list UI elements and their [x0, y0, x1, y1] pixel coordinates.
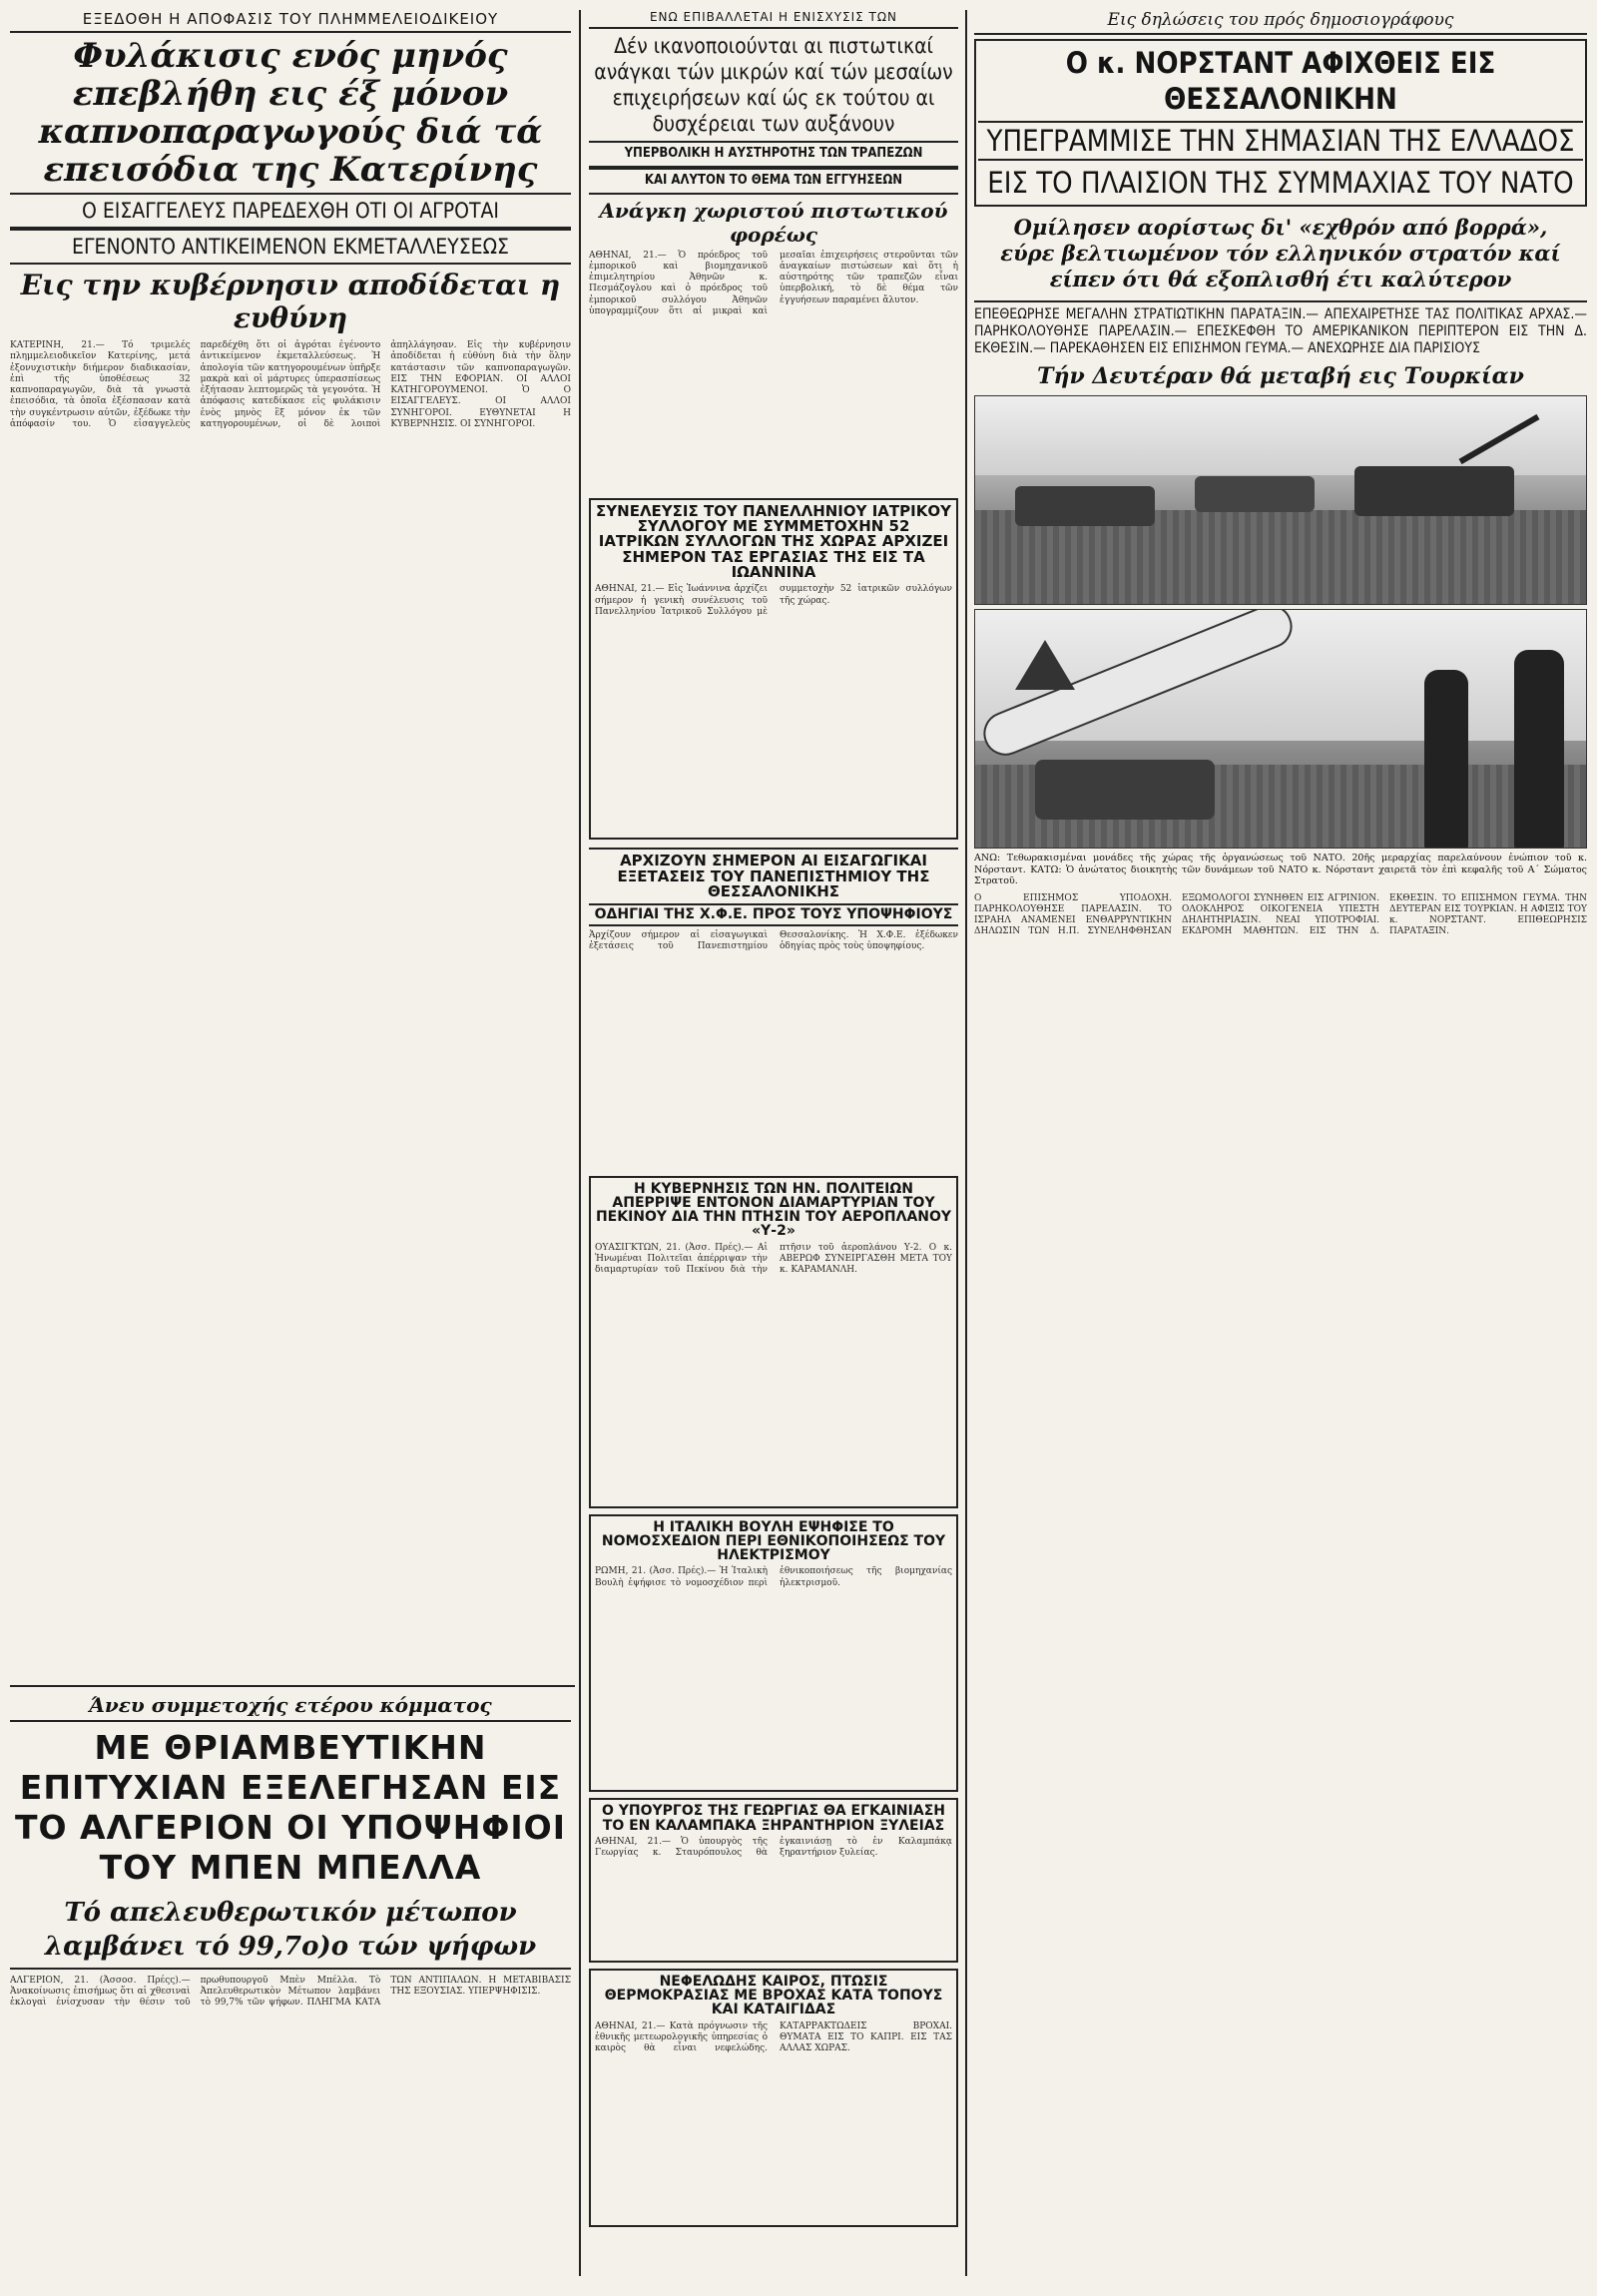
article-body: Ο ΕΠΙΣΗΜΟΣ ΥΠΟΔΟΧΗ. ΠΑΡΗΚΟΛΟΥΘΗΣΕ ΠΑΡΕΛΑΣΙΝ. ΤΟ ΙΣΡΑΗΛ ΑΝΑΜΕΝΕΙ ΕΝΘΑΡΡΥΝΤΙΚΗΝ ΔΗΛΩΣΙΝ ΤΩΝ Η.Π. ΣΥΝΕΛΗΦΘΗΣΑΝ ΕΞΩΜΟΛΟΓΟΙ ΣΥΝΗΘΕΝ ΕΙΣ ΑΓΡΙΝΙΟΝ. ΟΛΟΚΛΗΡΟΣ ΟΙΚΟΓΕΝΕΙΑ ΥΠΕΣΤΗ ΔΗΛΗΤΗΡΙΑΣΙΝ. ΝΕΑΙ ΥΠΟΤΡΟΦΙΑΙ. ΕΚΔΡΟΜΗ ΜΑΘΗΤΩΝ. ΕΙΣ ΤΗΝ Δ. ΕΚΘΕΣΙΝ. ΤΟ ΕΠΙΣΗΜΟΝ ΓΕΥΜΑ. ΤΗΝ ΔΕΥΤΕΡΑΝ ΕΙΣ ΤΟΥΡΚΙΑΝ. Η ΑΦΙΞΙΣ ΤΟΥ κ. ΝΟΡΣΤΑΝΤ. ΕΠΙΘΕΩΡΗΣΙΣ ΠΑΡΑΤΑΞΙΝ.: [974, 892, 1587, 937]
article-body: ΑΘΗΝΑΙ, 21.— Ὁ πρόεδρος τοῦ ἐμπορικοῦ καὶ βιομηχανικοῦ ἐπιμελητηρίου Ἀθηνῶν κ. Πεσμάζογλου καὶ ὁ πρόεδρος τοῦ ἐμπορικοῦ συλλόγου Ἀθηνῶν ὑπογραμμίζουν ὅτι αἱ μικραὶ καὶ μεσαῖαι ἐπιχειρήσεις στεροῦνται τῶν ἀναγκαίων πιστώσεων καὶ ὅτι ἡ αὐστηρότης τῶν τραπεζῶν εἶναι ὑπερβολική, τὸ δὲ θέμα τῶν ἐγγυήσεων παραμένει ἄλυτον.: [589, 250, 958, 316]
article-algeria: [10, 1693, 571, 2282]
headline: Η ΚΥΒΕΡΝΗΣΙΣ ΤΩΝ ΗΝ. ΠΟΛΙΤΕΙΩΝ ΑΠΕΡΡΙΨΕ ΕΝΤΟΝΟΝ ΔΙΑΜΑΡΤΥΡΙΑΝ ΤΟΥ ΠΕΚΙΝΟΥ ΔΙΑ ΤΗΝ ΠΤΗΣΙΝ ΤΟΥ ΑΕΡΟΠΛΑΝΟΥ «Υ-2»: [595, 1180, 952, 1240]
deck: ΕΠΕΘΕΩΡΗΣΕ ΜΕΓΑΛΗΝ ΣΤΡΑΤΙΩΤΙΚΗΝ ΠΑΡΑΤΑΞΙΝ.— ΑΠΕΧΑΙΡΕΤΗΣΕ ΤΑΣ ΠΟΛΙΤΙΚΑΣ ΑΡΧΑΣ.— ΠΑΡΗΚΟΛΟΥΘΗΣΕ ΠΑΡΕΛΑΣΙΝ.— ΕΠΕΣΚΕΦΘΗ ΤΟ ΑΜΕΡΙΚΑΝΙΚΟΝ ΠΕΡΙΠΤΕΡΟΝ ΕΙΣ ΤΗΝ Δ. ΕΚΘΕΣΙΝ.— ΠΑΡΕΚΑΘΗΣΕΝ ΕΙΣ ΕΠΙΣΗΜΟΝ ΓΕΥΜΑ.— ΑΝΕΧΩΡΗΣΕ ΔΙΑ ΠΑΡΙΣΙΟΥΣ: [974, 300, 1587, 357]
column-middle: [589, 10, 958, 2282]
subhead-1: Τό απελευθερωτικόν μέτωπον: [64, 1898, 517, 1928]
launcher-shape: [1035, 760, 1215, 820]
officer-figure: [1514, 650, 1564, 849]
headline: ΝΕΦΕΛΩΔΗΣ ΚΑΙΡΟΣ, ΠΤΩΣΙΣ ΘΕΡΜΟΚΡΑΣΙΑΣ ΜΕ ΒΡΟΧΑΣ ΚΑΤΑ ΤΟΠΟΥΣ ΚΑΙ ΚΑΤΑΙΓΙΔΑΣ: [604, 1973, 943, 2018]
article-body: ΡΩΜΗ, 21. (Ἀσσ. Πρές).— Ἡ Ἰταλικὴ Βουλὴ ἐψήφισε τὸ νομοσχέδιον περὶ ἐθνικοποιήσεως τῆς βιομηχανίας ἠλεκτρισμοῦ.: [595, 1566, 952, 1588]
deck-line-2: ΕΓΕΝΟΝΤΟ ΑΝΤΙΚΕΙΜΕΝΟΝ ΕΚΜΕΤΑΛΛΕΥΣΕΩΣ: [10, 229, 571, 265]
column-right: [974, 10, 1587, 2282]
section-rule: [10, 1685, 575, 1687]
subhead-2: λαμβάνει τό 99,7ο)ο τών ψήφων: [10, 1932, 571, 1970]
missile-fin: [1015, 640, 1075, 690]
photo-missile: [974, 609, 1587, 849]
headline-line-2: ΥΠΕΓΡΑΜΜΙΣΕ ΤΗΝ ΣΗΜΑΣΙΑΝ ΤΗΣ ΕΛΛΑΔΟΣ: [978, 121, 1583, 161]
subhead: Τήν Δευτέραν θά μεταβή εις Τουρκίαν: [1037, 363, 1524, 389]
quote: Ομίλησεν αορίστως δι' «εχθρόν από βορρά», εύρε βελτιωμένον τόν ελληνικόν στρατόν καί είπεν ότι θά εξοπλισθή έτι καλύτερον: [1000, 215, 1561, 291]
article-weather: [589, 1969, 958, 2227]
article-body: ΟΥΑΣΙΓΚΤΩΝ, 21. (Ἀσσ. Πρές).— Αἱ Ἡνωμέναι Πολιτεῖαι ἀπέρριψαν τὴν διαμαρτυρίαν τοῦ Πεκίνου διὰ τὴν πτῆσιν τοῦ ἀεροπλάνου Υ-2. Ο κ. ΑΒΕΡΩΦ ΣΥΝΕΙΡΓΑΣΘΗ ΜΕΤΑ ΤΟΥ κ. ΚΑΡΑΜΑΝΛΗ.: [595, 1242, 952, 1275]
headline: Η ΙΤΑΛΙΚΗ ΒΟΥΛΗ ΕΨΗΦΙΣΕ ΤΟ ΝΟΜΟΣΧΕΔΙΟΝ ΠΕΡΙ ΕΘΝΙΚΟΠΟΙΗΣΕΩΣ ΤΟΥ ΗΛΕΚΤΡΙΣΜΟΥ: [601, 1518, 946, 1564]
kicker: Άνευ συμμετοχής ετέρου κόμματος: [10, 1693, 571, 1722]
article-body: ΚΑΤΕΡΙΝΗ, 21.— Τό τριμελές πλημμελειοδικεῖον Κατερίνης, μετά ἐξονυχιστικὴν διήμερον διαδικασίαν, ἐπὶ τῆς ὑποθέσεως 32 καπνοπαραγωγῶν, διὰ τὰ γνωστὰ ἐπεισόδια, τὰ ὁποῖα ἐξέσπασαν κατὰ τὴν συγκέντρωσιν αὐτῶν, ἐξέδωκε τὴν ἀπόφασίν του. Ὁ εἰσαγγελεὺς παρεδέχθη ὅτι οἱ ἀγρόται ἐγένοντο ἀντικείμενον ἐκμεταλλεύσεως. Ἡ ἀπολογία τῶν κατηγορουμένων ὑπῆρξε μακρὰ καὶ οἱ μάρτυρες ὑπερασπίσεως ἐξήτασαν λεπτομερῶς τὰ γεγονότα. Ἡ ἀπόφασις κατεδίκασε εἰς φυλάκισιν ἑνὸς μηνὸς ἓξ μόνον ἐκ τῶν κατηγορουμένων, οἱ δὲ λοιποὶ ἀπηλλάγησαν. Εἰς τὴν κυβέρνησιν ἀποδίδεται ἡ εὐθύνη διὰ τὴν ὅλην κατάστασιν τῶν καπνοπαραγωγῶν. ΕΙΣ ΤΗΝ ΕΦΟΡΙΑΝ. ΟΙ ΑΛΛΟΙ ΚΑΤΗΓΟΡΟΥΜΕΝΟΙ. Ὁ Ο ΕΙΣΑΓΓΕΛΕΥΣ. ΟΙ ΑΛΛΟΙ ΣΥΝΗΓΟΡΟΙ. ΕΥΘΥΝΕΤΑΙ Η ΚΥΒΕΡΝΗΣΙΣ. ΟΙ ΣΥΝΗΓΟΡΟΙ.: [10, 340, 571, 429]
deck-line-1: ΥΠΕΡΒΟΛΙΚΗ Η ΑΥΣΤΗΡΟΤΗΣ ΤΩΝ ΤΡΑΠΕΖΩΝ: [589, 141, 958, 168]
kicker: ΕΝΩ ΕΠΙΒΑΛΛΕΤΑΙ Η ΕΝΙΣΧΥΣΙΣ ΤΩΝ: [589, 10, 958, 29]
subhead: Εις την κυβέρνησιν αποδίδεται η ευθύνη: [20, 269, 561, 335]
deck-line-1: Ο ΕΙΣΑΓΓΕΛΕΥΣ ΠΑΡΕΔΕΧΘΗ ΟΤΙ ΟΙ ΑΓΡΟΤΑΙ: [10, 193, 571, 229]
article-body: Ἀρχίζουν σήμερον αἱ εἰσαγωγικαὶ ἐξετάσεις τοῦ Πανεπιστημίου Θεσσαλονίκης. Ἡ Χ.Φ.Ε. ἐξέδωκεν ὁδηγίας πρὸς τοὺς ὑποψηφίους.: [589, 929, 958, 951]
tank-shape: [1015, 486, 1155, 526]
headline-line-3: ΕΙΣ ΤΟ ΠΛΑΙΣΙΟΝ ΤΗΣ ΣΥΜΜΑΧΙΑΣ ΤΟΥ ΝΑΤΟ: [987, 166, 1574, 200]
article-body: ΑΘΗΝΑΙ, 21.— Ὁ ὑπουργὸς τῆς Γεωργίας κ. Σταυρόπουλος θὰ ἐγκαινιάσῃ τὸ ἐν Καλαμπάκᾳ ξηραντήριον ξυλείας.: [595, 1836, 952, 1859]
article-italy: [589, 1514, 958, 1793]
column-rule: [965, 10, 967, 2276]
officer-figure: [1424, 670, 1468, 849]
tank-shape: [1195, 476, 1315, 512]
newspaper-page: [10, 10, 1587, 2286]
article-body: ΑΘΗΝΑΙ, 21.— Κατὰ πρόγνωσιν τῆς ἐθνικῆς μετεωρολογικῆς ὑπηρεσίας ὁ καιρὸς θὰ εἶναι νεφελώδης. ΚΑΤΑΡΡΑΚΤΩΔΕΙΣ ΒΡΟΧΑΙ. ΘΥΜΑΤΑ ΕΙΣ ΤΟ ΚΑΠΡΙ. ΕΙΣ ΤΑΣ ΑΛΛΑΣ ΧΩΡΑΣ.: [595, 2020, 952, 2054]
kicker: ΕΞΕΔΟΘΗ Η ΑΠΟΦΑΣΙΣ ΤΟΥ ΠΛΗΜΜΕΛΕΙΟΔΙΚΕΙΟΥ: [10, 10, 571, 33]
article-body: ΑΛΓΕΡΙΟΝ, 21. (Ἀσσοσ. Πρέςς).— Ἀνακοίνωσις ἐπισήμως ὅτι αἱ χθεσιναὶ ἐκλογαὶ ἐνίσχυσαν τὴν θέσιν τοῦ πρωθυπουργοῦ Μπὲν Μπέλλα. Τὸ Ἀπελευθερωτικὸν Μέτωπον λαμβάνει τὸ 99,7% τῶν ψήφων. ΠΛΗΓΜΑ ΚΑΤΑ ΤΩΝ ΑΝΤΙΠΑΛΩΝ. Η ΜΕΤΑΒΙΒΑΣΙΣ ΤΗΣ ΕΞΟΥΣΙΑΣ. ΥΠΕΡΨΗΦΙΣΙΣ.: [10, 1976, 571, 2009]
article-katerini: [10, 10, 571, 1677]
column-rule: [579, 10, 581, 2276]
subhead: Ανάγκη χωριστού πιστωτικού φορέως: [599, 198, 948, 247]
headline: Ο ΥΠΟΥΡΓΟΣ ΤΗΣ ΓΕΩΡΓΙΑΣ ΘΑ ΕΓΚΑΙΝΙΑΣΗ ΤΟ ΕΝ ΚΑΛΑΜΠΑΚΑ ΞΗΡΑΝΤΗΡΙΟΝ ΞΥΛΕΙΑΣ: [602, 1803, 945, 1834]
deck-line-2: ΚΑΙ ΑΛΥΤΟΝ ΤΟ ΘΕΜΑ ΤΩΝ ΕΓΓΥΗΣΕΩΝ: [589, 168, 958, 195]
article-medical-association: [589, 498, 958, 840]
headline: Φυλάκισις ενός μηνός επεβλήθη εις έξ μόνον καπνοπαραγωγούς διά τά επεισόδια της Κατερίνης: [38, 36, 543, 190]
tank-shape: [1354, 466, 1514, 516]
deck: ΟΔΗΓΙΑΙ ΤΗΣ Χ.Φ.Ε. ΠΡΟΣ ΤΟΥΣ ΥΠΟΨΗΦΙΟΥΣ: [589, 903, 958, 925]
article-body: ΑΘΗΝΑΙ, 21.— Εἰς Ἰωάννινα ἀρχίζει σήμερον ἡ γενικὴ συνέλευσις τοῦ Πανελληνίου Ἰατρικοῦ Συλλόγου μὲ συμμετοχὴν 52 ἰατρικῶν συλλόγων τῆς χώρας.: [595, 584, 952, 617]
headline-line-1: Ο κ. ΝΟΡΣΤΑΝΤ ΑΦΙΧΘΕΙΣ ΕΙΣ ΘΕΣΣΑΛΟΝΙΚΗΝ: [1065, 46, 1496, 116]
headline: ΜΕ ΘΡΙΑΜΒΕΥΤΙΚΗΝ ΕΠΙΤΥΧΙΑΝ ΕΞΕΛΕΓΗΣΑΝ ΕΙΣ ΤΟ ΑΛΓΕΡΙΟΝ ΟΙ ΥΠΟΨΗΦΙΟΙ ΤΟΥ ΜΠΕΝ ΜΠΕΛΛΑ: [14, 1728, 567, 1887]
kicker: Εις δηλώσεις του πρός δημοσιογράφους: [974, 10, 1587, 35]
article-kalambaka: [589, 1798, 958, 1963]
headline: Δέν ικανοποιούνται αι πιστωτικαί ανάγκαι τών μικρών καί τών μεσαίων επιχειρήσεων καί ώς εκ τούτου αι δυσχέρειαι των αυξάνουν: [594, 34, 953, 136]
headline: ΑΡΧΙΖΟΥΝ ΣΗΜΕΡΟΝ ΑΙ ΕΙΣΑΓΩΓΙΚΑΙ ΕΞΕΤΑΣΕΙΣ ΤΟΥ ΠΑΝΕΠΙΣΤΗΜΙΟΥ ΤΗΣ ΘΕΣΣΑΛΟΝΙΚΗΣ: [617, 852, 930, 900]
photo-caption: ΑΝΩ: Τεθωρακισμέναι μονάδες τῆς χώρας τῆς ὀργανώσεως τοῦ ΝΑΤΟ. 20ῆς μεραρχίας παρελαύνουν ἐνώπιον τοῦ κ. Νόρσταντ. ΚΑΤΩ: Ὁ ἀνώτατος διοικητὴς τῶν δυνάμεων τοῦ ΝΑΤΟ κ. Νόρσταντ χαιρετᾶ τὸν ἐπὶ κεφαλῆς τοῦ Α΄ Σώματος Στρατοῦ.: [974, 853, 1587, 886]
headline: ΣΥΝΕΛΕΥΣΙΣ ΤΟΥ ΠΑΝΕΛΛΗΝΙΟΥ ΙΑΤΡΙΚΟΥ ΣΥΛΛΟΓΟΥ ΜΕ ΣΥΜΜΕΤΟΧΗΝ 52 ΙΑΤΡΙΚΩΝ ΣΥΛΛΟΓΩΝ ΤΗΣ ΧΩΡΑΣ ΑΡΧΙΖΕΙ ΣΗΜΕΡΟΝ ΤΑΣ ΕΡΓΑΣΙΑΣ ΤΗΣ ΕΙΣ ΤΑ ΙΩΑΝΝΙΝΑ: [596, 501, 951, 582]
photo-tanks: [974, 395, 1587, 605]
article-exams: [589, 848, 958, 1169]
article-us-peking: [589, 1176, 958, 1508]
headline-box: [974, 39, 1587, 207]
